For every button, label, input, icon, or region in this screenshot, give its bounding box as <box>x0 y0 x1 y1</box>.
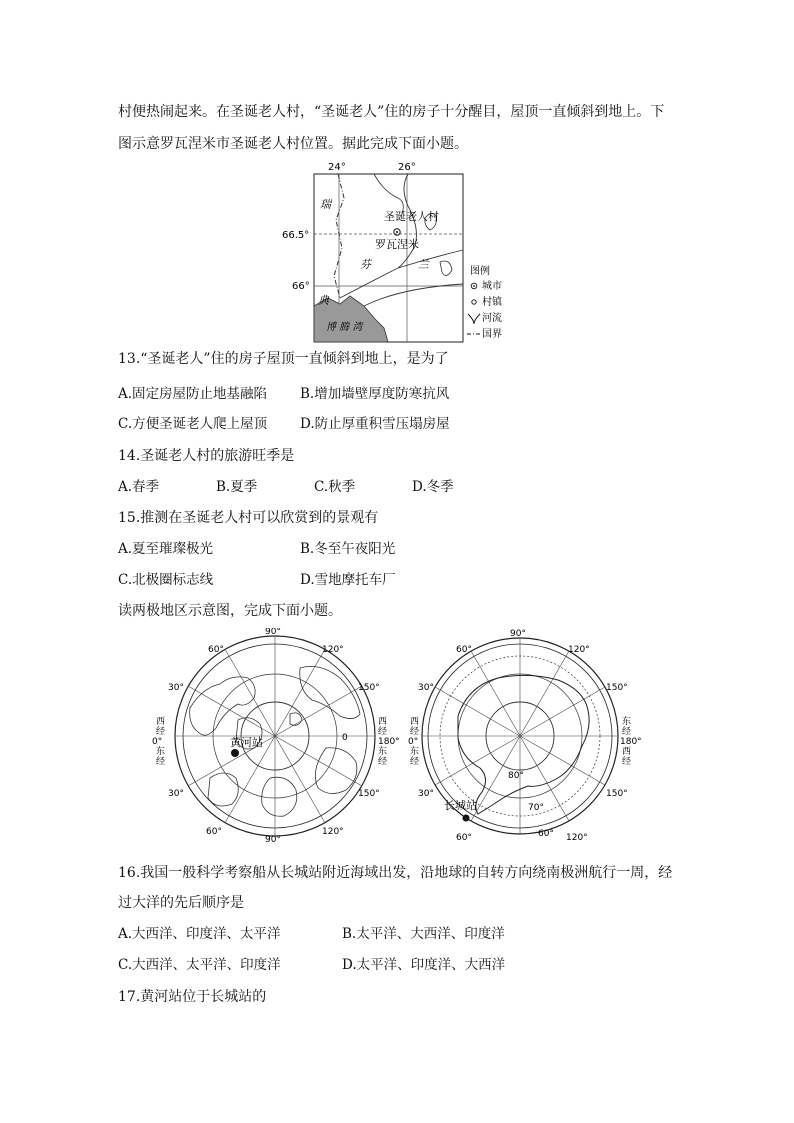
north-deg-30-bottom: 30° <box>168 789 184 799</box>
south-deg-30-bottom: 30° <box>418 789 434 799</box>
q15-option-b[interactable]: B.冬至午夜阳光 <box>300 541 396 557</box>
huanghe-station-label: 黄河站 <box>230 736 263 749</box>
legend-village-icon <box>472 300 476 304</box>
sweden-char-2: 典 <box>318 294 329 307</box>
changcheng-station-label: 长城站 <box>444 799 477 812</box>
north-east-char-2: 经 <box>378 727 388 737</box>
south-east-char-5: 经 <box>622 757 632 767</box>
north-east-char-5: 经 <box>378 757 388 767</box>
river <box>364 284 463 306</box>
q13-stem: 13.“圣诞老人”住的房子屋顶一直倾斜到地上，是为了 <box>118 351 449 367</box>
south-deg-120-bottom: 120° <box>566 833 588 842</box>
north-deg-zero: 0 <box>342 733 348 743</box>
q14-option-a[interactable]: A.春季 <box>118 479 160 495</box>
q16-option-c[interactable]: C.大西洋、太平洋、印度洋 <box>118 957 281 973</box>
north-deg-150-top: 150° <box>358 683 380 693</box>
legend-city: 城市 <box>482 281 502 292</box>
north-west-char-4: 东 <box>156 747 166 757</box>
north-deg-180: 180° <box>378 737 400 747</box>
q15-stem: 15.推测在圣诞老人村可以欣赏到的景观有 <box>118 510 379 526</box>
q17-stem: 17.黄河站位于长城站的 <box>118 989 267 1005</box>
river <box>398 250 463 268</box>
south-lat-80: 80° <box>508 771 524 781</box>
sweden-char-1: 瑞 <box>320 198 331 211</box>
lat-label-66: 66° <box>292 281 310 292</box>
river <box>374 174 403 214</box>
south-deg-150-top: 150° <box>606 683 628 693</box>
finland-location-map <box>280 158 520 344</box>
q13-option-c[interactable]: C.方便圣诞老人爬上屋顶 <box>118 416 268 432</box>
south-deg-30-top: 30° <box>418 683 434 693</box>
north-east-char-1: 西 <box>378 717 388 727</box>
q16-stem-1: 16.我国一般科学考察船从长城站附近海域出发，沿地球的自转方向绕南极洲航行一周，经 <box>118 865 673 881</box>
q15-option-a[interactable]: A.夏至璀璨极光 <box>118 541 214 557</box>
north-west-char-2: 经 <box>156 727 166 737</box>
q14-option-b[interactable]: B.夏季 <box>216 479 258 495</box>
finland-char-1: 芬 <box>360 258 371 271</box>
q16-option-b[interactable]: B.太平洋、大西洋、印度洋 <box>342 926 505 942</box>
legend-river-icon <box>468 314 480 324</box>
north-polar-map <box>150 628 400 842</box>
south-deg-90-top: 90° <box>510 629 526 639</box>
intro-line-1: 村便热闹起来。在圣诞老人村，“圣诞老人”住的房子十分醒目，屋顶一直倾斜到地上。下 <box>118 104 665 120</box>
city-label: 罗瓦涅米 <box>375 238 419 251</box>
legend-title: 图例 <box>470 266 490 277</box>
q16-stem-2: 过大洋的先后顺序是 <box>118 895 244 911</box>
changcheng-station-marker <box>463 815 470 822</box>
south-deg-120-top: 120° <box>568 645 590 655</box>
city-marker <box>396 231 398 233</box>
finland-char-2: 兰 <box>418 258 429 271</box>
q16-option-d[interactable]: D.太平洋、印度洋、大西洋 <box>342 957 506 973</box>
lake <box>440 261 452 276</box>
north-deg-90-bottom: 90° <box>265 835 281 842</box>
south-west-char-5: 经 <box>410 757 420 767</box>
q14-stem: 14.圣诞老人村的旅游旺季是 <box>118 448 295 464</box>
q14-option-c[interactable]: C.秋季 <box>314 479 356 495</box>
polar-intro: 读两极地区示意图，完成下面小题。 <box>118 603 342 619</box>
antarctica-outline <box>458 675 589 814</box>
gulf-label: 博 腾 湾 <box>326 322 363 333</box>
q16-option-a[interactable]: A.大西洋、印度洋、太平洋 <box>118 926 281 942</box>
south-lat-70: 70° <box>528 803 544 813</box>
north-deg-30-top: 30° <box>168 683 184 693</box>
north-deg-120-bottom: 120° <box>322 827 344 837</box>
south-west-char-4: 东 <box>410 747 420 757</box>
huanghe-station-marker <box>231 749 239 757</box>
lat-label-665: 66.5° <box>282 230 310 241</box>
north-deg-90-top: 90° <box>265 628 281 637</box>
south-west-char-2: 经 <box>410 727 420 737</box>
north-west-char-5: 经 <box>156 757 166 767</box>
legend-border: 国界 <box>482 329 502 340</box>
legend-village: 村镇 <box>482 297 502 308</box>
q15-option-d[interactable]: D.雪地摩托车厂 <box>300 572 396 588</box>
north-deg-60-bottom: 60° <box>206 827 222 837</box>
q13-option-d[interactable]: D.防止厚重积雪压塌房屋 <box>300 416 450 432</box>
south-east-char-2: 经 <box>622 727 632 737</box>
south-lat-60: 60° <box>538 829 554 839</box>
q13-option-a[interactable]: A.固定房屋防止地基融陷 <box>118 386 268 402</box>
lon-label-24: 24° <box>328 162 346 173</box>
intro-line-2: 图示意罗瓦涅米市圣诞老人村位置。据此完成下面小题。 <box>118 136 468 152</box>
south-deg-150-bottom: 150° <box>606 789 628 799</box>
north-deg-60-top: 60° <box>208 645 224 655</box>
north-east-char-4: 东 <box>378 747 388 757</box>
river <box>340 174 416 298</box>
q14-option-d[interactable]: D.冬季 <box>412 479 454 495</box>
south-polar-map <box>408 628 650 842</box>
south-east-char-4: 西 <box>622 747 632 757</box>
south-west-char-3: 0° <box>408 737 419 747</box>
south-deg-180: 180° <box>620 737 642 747</box>
south-west-char-1: 西 <box>410 717 420 727</box>
legend-river: 河流 <box>482 313 502 324</box>
south-east-char-1: 东 <box>622 717 632 727</box>
north-deg-150-bottom: 150° <box>358 789 380 799</box>
south-deg-60-top: 60° <box>456 645 472 655</box>
north-west-char-3: 0° <box>152 737 163 747</box>
lon-label-26: 26° <box>398 162 416 173</box>
south-deg-60-bottom: 60° <box>456 833 472 842</box>
north-west-char-1: 西 <box>156 717 166 727</box>
north-deg-120-top: 120° <box>322 645 344 655</box>
q13-option-b[interactable]: B.增加墙壁厚度防寒抗风 <box>300 386 450 402</box>
village-label: 圣诞老人村 <box>384 210 439 223</box>
q15-option-c[interactable]: C.北极圈标志线 <box>118 572 214 588</box>
